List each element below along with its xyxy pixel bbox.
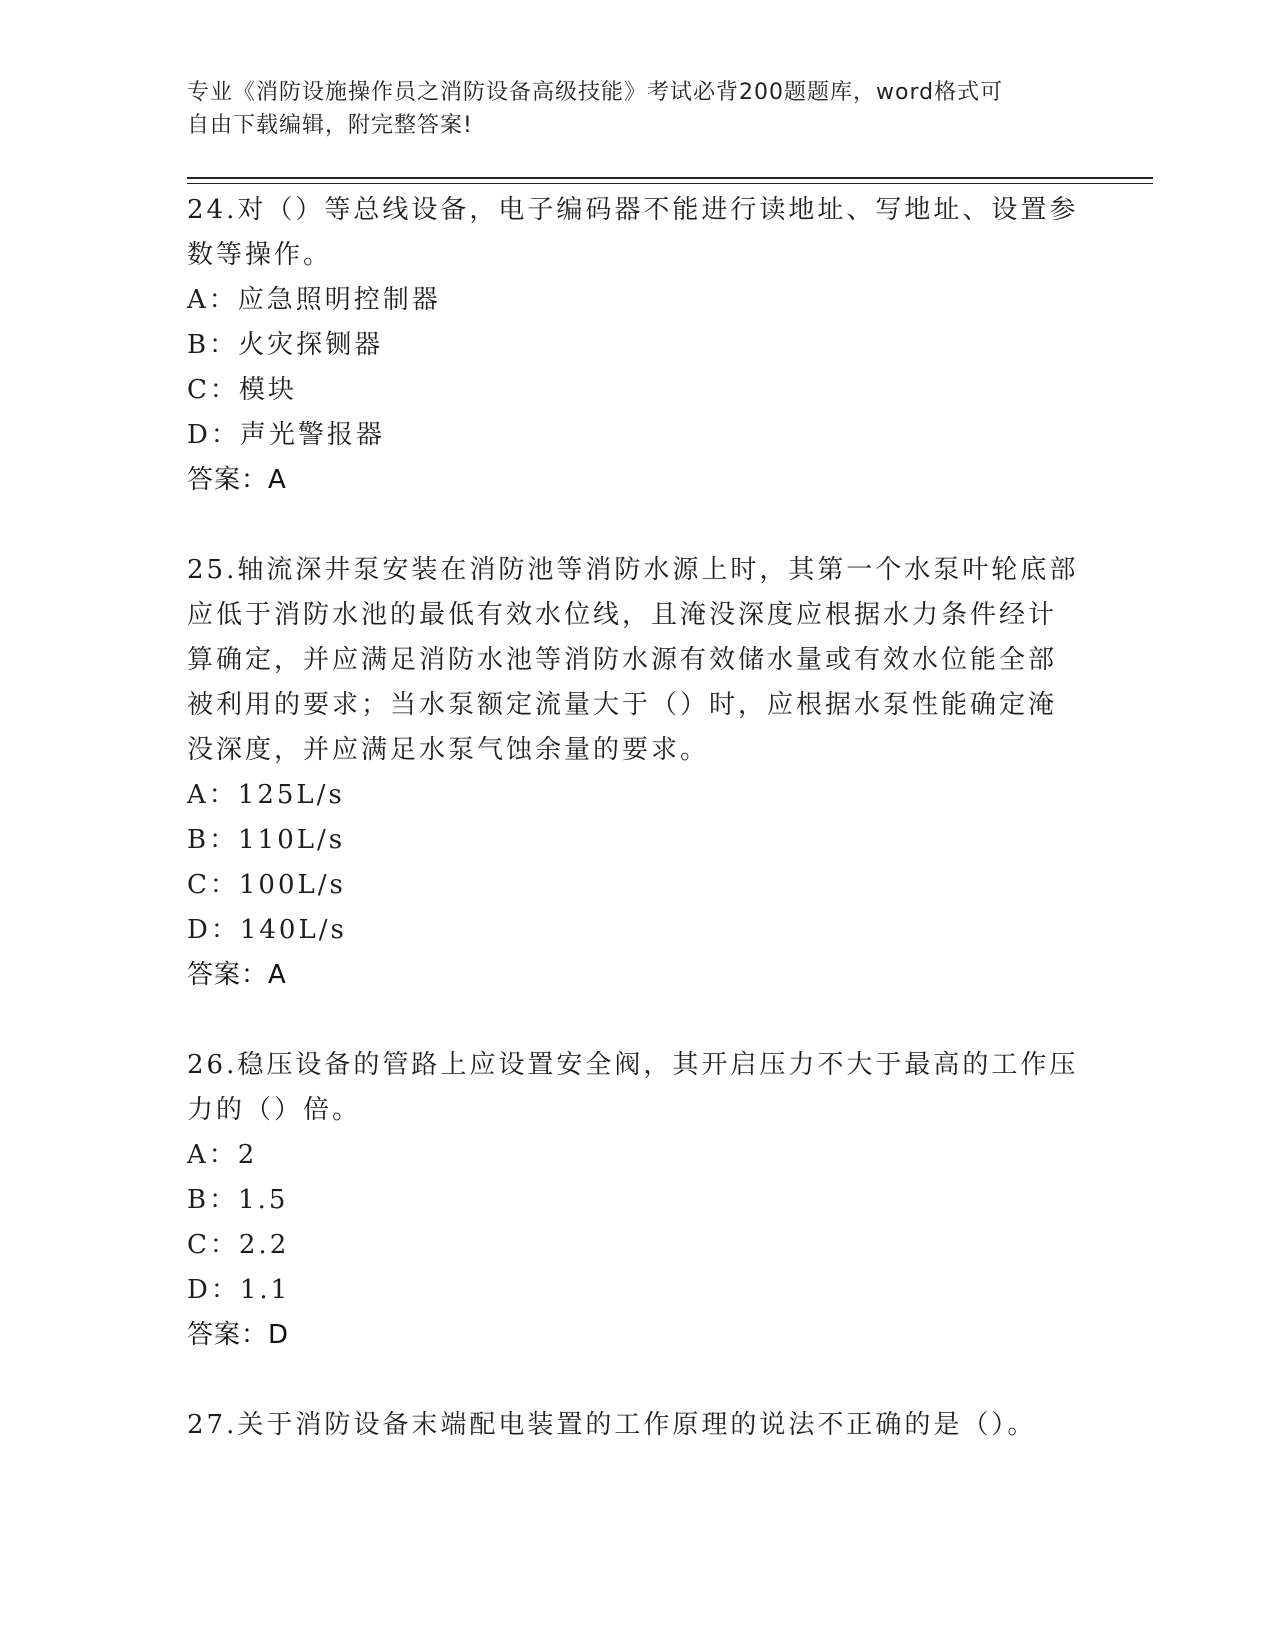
option-a: A：应急照明控制器 xyxy=(187,285,441,315)
option-a: A：2 xyxy=(187,1140,258,1170)
question-stem-line: 24.对（）等总线设备，电子编码器不能进行读地址、写地址、设置参 xyxy=(187,195,1079,225)
option-d: D：声光警报器 xyxy=(187,420,385,450)
answer-line: 答案：D xyxy=(187,1320,290,1350)
question-list xyxy=(187,188,1087,1448)
question-spacer xyxy=(187,503,1087,548)
header-line-2: 自由下载编辑，附完整答案! xyxy=(187,113,473,138)
header-line-1: 专业《消防设施操作员之消防设备高级技能》考试必背200题题库，word格式可 xyxy=(187,80,1004,105)
answer-line: 答案：A xyxy=(187,960,287,990)
option-d: D：140L/s xyxy=(187,915,347,945)
header-divider-thin xyxy=(187,183,1153,184)
option-b: B：110L/s xyxy=(187,825,346,855)
question-spacer xyxy=(187,998,1087,1043)
question-26 xyxy=(187,1043,1087,1358)
answer-line: 答案：A xyxy=(187,465,287,495)
option-c: C：2.2 xyxy=(187,1230,290,1260)
question-stem-line: 27.关于消防设备末端配电装置的工作原理的说法不正确的是（）。 xyxy=(187,1410,1037,1440)
question-stem-line: 力的（）倍。 xyxy=(187,1095,362,1125)
option-c: C：模块 xyxy=(187,375,297,405)
question-stem-line: 26.稳压设备的管路上应设置安全阀，其开启压力不大于最高的工作压 xyxy=(187,1050,1079,1080)
question-stem-line: 没深度，并应满足水泵气蚀余量的要求。 xyxy=(187,735,710,765)
option-b: B：1.5 xyxy=(187,1185,289,1215)
question-stem-line: 数等操作。 xyxy=(187,240,333,270)
question-stem-line: 算确定，并应满足消防水池等消防水源有效储水量或有效水位能全部 xyxy=(187,645,1058,675)
question-25 xyxy=(187,548,1087,998)
option-d: D：1.1 xyxy=(187,1275,291,1305)
question-stem-line: 25.轴流深井泵安装在消防池等消防水源上时，其第一个水泵叶轮底部 xyxy=(187,555,1079,585)
question-24 xyxy=(187,188,1087,503)
question-stem-line: 应低于消防水池的最低有效水位线，且淹没深度应根据水力条件经计 xyxy=(187,600,1058,630)
option-a: A：125L/s xyxy=(187,780,345,810)
document-header xyxy=(187,76,1067,142)
option-b: B：火灾探铡器 xyxy=(187,330,384,360)
question-stem-line: 被利用的要求；当水泵额定流量大于（）时，应根据水泵性能确定淹 xyxy=(187,690,1058,720)
header-divider-thick xyxy=(187,177,1153,179)
option-c: C：100L/s xyxy=(187,870,346,900)
question-spacer xyxy=(187,1358,1087,1403)
question-27 xyxy=(187,1403,1087,1448)
